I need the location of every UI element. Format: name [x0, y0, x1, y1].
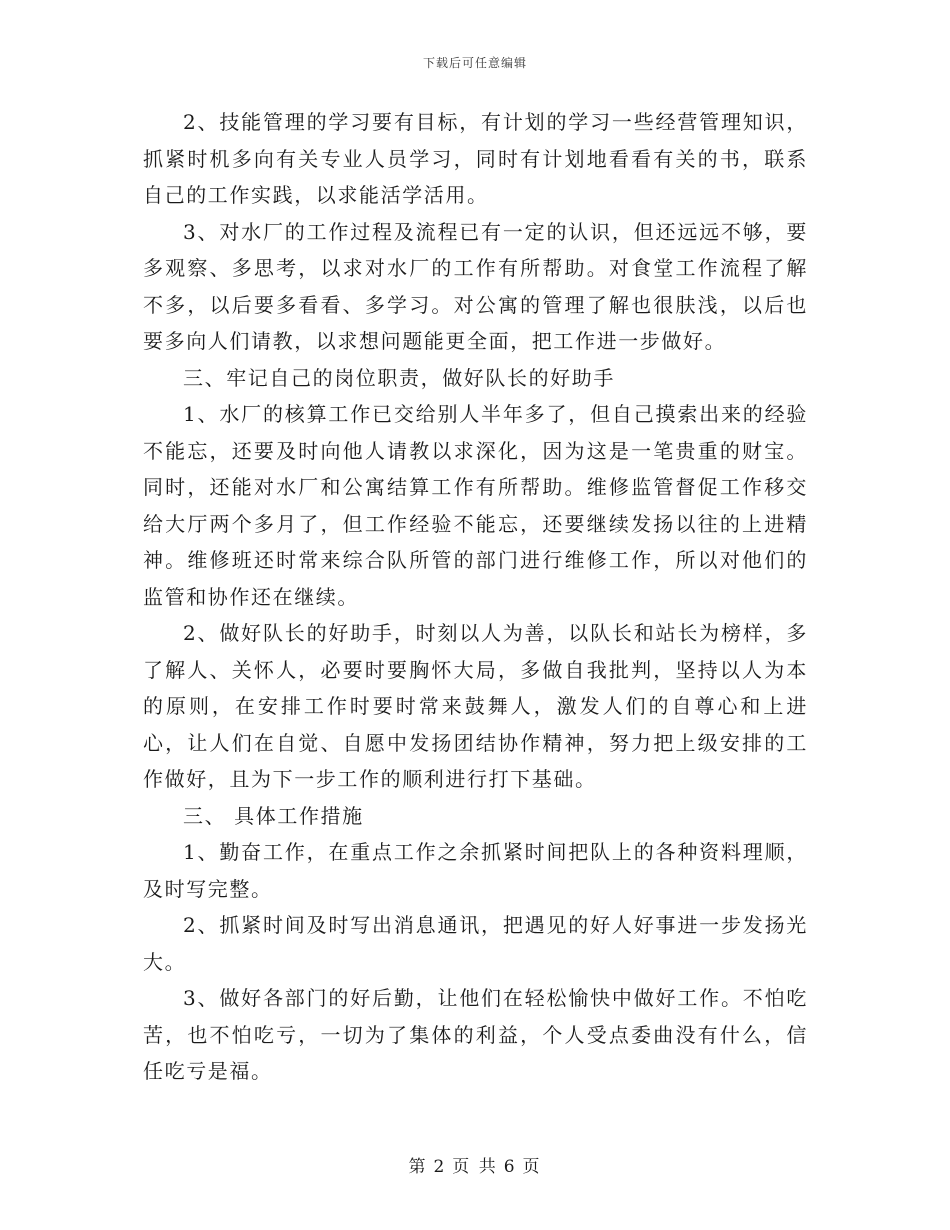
- paragraph: 2、技能管理的学习要有目标，有计划的学习一些经营管理知识，抓紧时机多向有关专业人员学习，同时有计划地看看有关的书，联系自己的工作实践，以求能活学活用。: [143, 110, 808, 207]
- current-page-number: 2: [433, 1157, 447, 1177]
- paragraph: 3、做好各部门的好后勤，让他们在轻松愉快中做好工作。不怕吃苦，也不怕吃亏，一切为了集体的利益，个人受点委曲没有什么，信任吃亏是福。: [143, 986, 808, 1083]
- header-note: 下载后可任意编辑: [422, 56, 527, 70]
- footer-middle: 页 共: [452, 1157, 498, 1177]
- paragraph: 2、抓紧时间及时写出消息通讯，把遇见的好人好事进一步发扬光大。: [143, 913, 808, 974]
- paragraph: 1、水厂的核算工作已交给别人半年多了，但自己摸索出来的经验不能忘，还要及时向他人请教以求深化，因为这是一笔贵重的财宝。同时，还能对水厂和公寓结算工作有所帮助。维修监管督促工作移交给大厅两个多月了，但工作经验不能忘，还要继续发扬以往的上进精神。维修班还时常来综合队所管的部门进行维修工作，所以对他们的监管和协作还在继续。: [143, 402, 808, 609]
- section-heading: 三、牢记自己的岗位职责，做好队长的好助手: [183, 365, 615, 390]
- total-page-count: 6: [503, 1157, 517, 1177]
- section-heading: 三、 具体工作措施: [183, 803, 364, 828]
- document-body: [143, 104, 808, 1090]
- paragraph: 2、做好队长的好助手，时刻以人为善，以队长和站长为榜样，多了解人、关怀人，必要时要胸怀大局，多做自我批判，坚持以人为本的原则，在安排工作时要时常来鼓舞人，激发人们的自尊心和上进心，让人们在自觉、自愿中发扬团结协作精神，努力把上级安排的工作做好，且为下一步工作的顺利进行打下基础。: [143, 621, 808, 791]
- footer-prefix: 第: [408, 1157, 428, 1177]
- footer-suffix: 页: [522, 1157, 542, 1177]
- page-number-footer: [0, 1152, 950, 1177]
- paragraph: 1、勤奋工作，在重点工作之余抓紧时间把队上的各种资料理顺，及时写完整。: [143, 840, 808, 901]
- paragraph: 3、对水厂的工作过程及流程已有一定的认识，但还远远不够，要多观察、多思考，以求对水厂的工作有所帮助。对食堂工作流程了解不多，以后要多看看、多学习。对公寓的管理了解也很肤浅，以后也要多向人们请教，以求想问题能更全面，把工作进一步做好。: [143, 219, 808, 353]
